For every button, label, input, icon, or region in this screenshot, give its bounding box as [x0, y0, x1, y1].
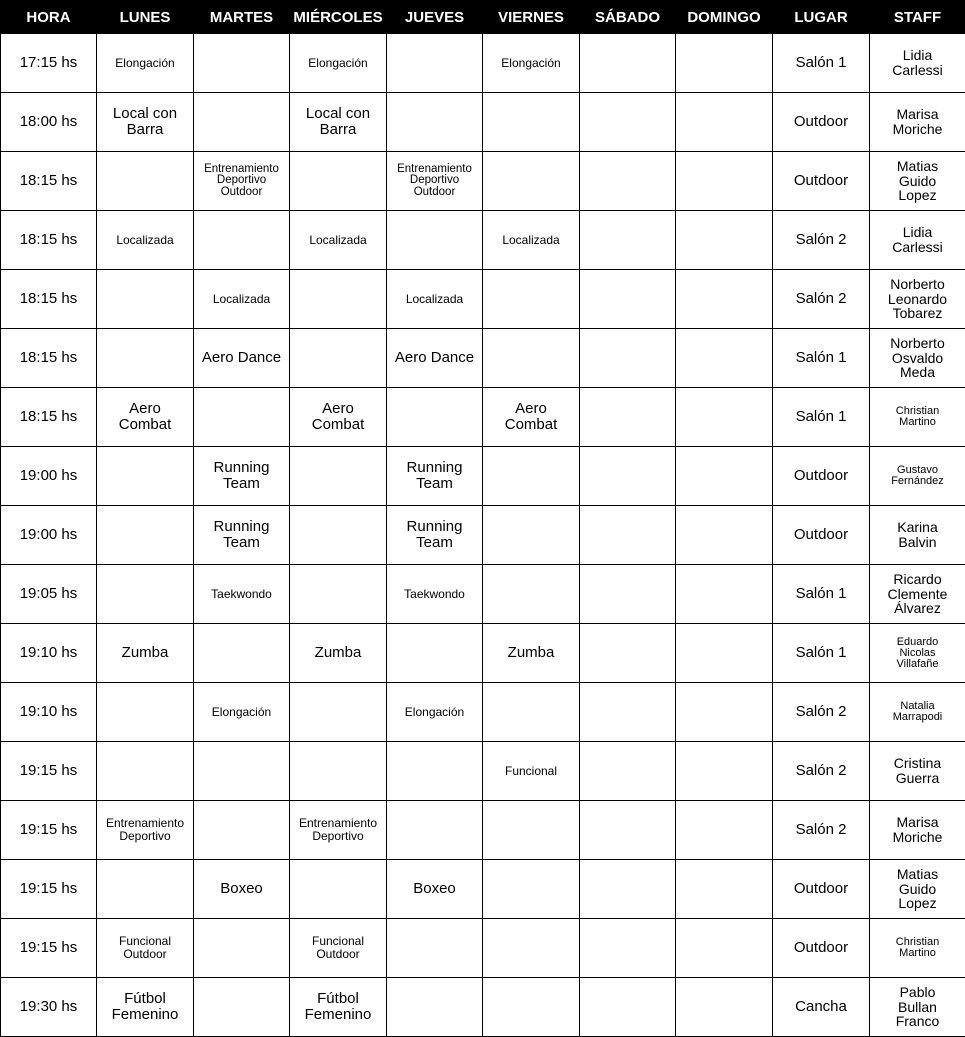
lugar-cell: Salón 1	[773, 329, 870, 388]
table-header	[1, 1, 965, 34]
lugar-cell: Outdoor	[773, 506, 870, 565]
class-cell-jueves: Localizada	[387, 270, 483, 329]
hora-cell: 18:15 hs	[1, 270, 97, 329]
hora-cell: 19:00 hs	[1, 506, 97, 565]
class-cell-sabado	[580, 388, 676, 447]
hora-cell: 19:15 hs	[1, 742, 97, 801]
class-cell-martes: Boxeo	[194, 860, 290, 919]
class-cell-lunes	[97, 270, 194, 329]
class-cell-martes: Taekwondo	[194, 565, 290, 624]
class-cell-domingo	[676, 447, 773, 506]
class-cell-martes	[194, 211, 290, 270]
class-cell-lunes	[97, 860, 194, 919]
header-row	[1, 1, 965, 34]
class-cell-domingo	[676, 801, 773, 860]
class-cell-domingo	[676, 860, 773, 919]
class-cell-martes: Running Team	[194, 506, 290, 565]
class-cell-lunes: Fútbol Femenino	[97, 978, 194, 1037]
class-cell-miercoles: Fútbol Femenino	[290, 978, 387, 1037]
staff-cell: Lidia Carlessi	[870, 211, 965, 270]
class-cell-martes	[194, 34, 290, 93]
class-cell-domingo	[676, 329, 773, 388]
table-row	[1, 860, 965, 919]
class-cell-viernes: Localizada	[483, 211, 580, 270]
lugar-cell: Outdoor	[773, 93, 870, 152]
class-cell-miercoles	[290, 152, 387, 211]
class-cell-domingo	[676, 978, 773, 1037]
class-cell-jueves: Boxeo	[387, 860, 483, 919]
class-cell-jueves	[387, 624, 483, 683]
class-cell-martes: Running Team	[194, 447, 290, 506]
hora-cell: 19:15 hs	[1, 919, 97, 978]
hora-cell: 18:00 hs	[1, 93, 97, 152]
class-cell-sabado	[580, 93, 676, 152]
staff-cell: Gustavo Fernández	[870, 447, 965, 506]
staff-cell: Matias Guido Lopez	[870, 152, 965, 211]
hora-cell: 19:00 hs	[1, 447, 97, 506]
class-cell-miercoles	[290, 270, 387, 329]
lugar-cell: Outdoor	[773, 919, 870, 978]
class-cell-lunes: Localizada	[97, 211, 194, 270]
staff-cell: Natalia Marrapodi	[870, 683, 965, 742]
lugar-cell: Outdoor	[773, 152, 870, 211]
header-lugar: LUGAR	[773, 1, 870, 34]
class-cell-viernes	[483, 93, 580, 152]
hora-cell: 18:15 hs	[1, 211, 97, 270]
class-cell-miercoles	[290, 860, 387, 919]
class-cell-domingo	[676, 270, 773, 329]
class-cell-viernes	[483, 329, 580, 388]
class-cell-miercoles	[290, 329, 387, 388]
lugar-cell: Cancha	[773, 978, 870, 1037]
class-cell-miercoles: Aero Combat	[290, 388, 387, 447]
class-cell-martes	[194, 742, 290, 801]
class-cell-martes: Localizada	[194, 270, 290, 329]
class-cell-viernes: Funcional	[483, 742, 580, 801]
class-cell-martes: Entrenamiento Deportivo Outdoor	[194, 152, 290, 211]
lugar-cell: Salón 2	[773, 801, 870, 860]
hora-cell: 19:15 hs	[1, 860, 97, 919]
class-cell-jueves	[387, 801, 483, 860]
hora-cell: 18:15 hs	[1, 388, 97, 447]
class-cell-martes	[194, 919, 290, 978]
class-cell-sabado	[580, 919, 676, 978]
staff-cell: Norberto Osvaldo Meda	[870, 329, 965, 388]
staff-cell: Christian Martino	[870, 919, 965, 978]
table-row	[1, 447, 965, 506]
table-row	[1, 624, 965, 683]
staff-cell: Matias Guido Lopez	[870, 860, 965, 919]
class-cell-martes: Aero Dance	[194, 329, 290, 388]
class-cell-domingo	[676, 34, 773, 93]
lugar-cell: Salón 2	[773, 742, 870, 801]
hora-cell: 18:15 hs	[1, 152, 97, 211]
class-cell-domingo	[676, 388, 773, 447]
header-miercoles: MIÉRCOLES	[290, 1, 387, 34]
class-cell-jueves	[387, 388, 483, 447]
class-cell-miercoles	[290, 683, 387, 742]
table-row	[1, 329, 965, 388]
lugar-cell: Outdoor	[773, 860, 870, 919]
class-cell-sabado	[580, 152, 676, 211]
class-cell-martes	[194, 978, 290, 1037]
class-cell-sabado	[580, 447, 676, 506]
staff-cell: Lidia Carlessi	[870, 34, 965, 93]
hora-cell: 19:30 hs	[1, 978, 97, 1037]
class-cell-sabado	[580, 565, 676, 624]
class-cell-jueves	[387, 919, 483, 978]
class-cell-lunes	[97, 329, 194, 388]
lugar-cell: Salón 2	[773, 683, 870, 742]
header-jueves: JUEVES	[387, 1, 483, 34]
class-cell-viernes: Zumba	[483, 624, 580, 683]
lugar-cell: Salón 1	[773, 624, 870, 683]
hora-cell: 19:15 hs	[1, 801, 97, 860]
table-row	[1, 565, 965, 624]
class-cell-miercoles	[290, 447, 387, 506]
class-cell-jueves: Aero Dance	[387, 329, 483, 388]
class-cell-sabado	[580, 329, 676, 388]
class-cell-miercoles: Entrenamiento Deportivo	[290, 801, 387, 860]
lugar-cell: Salón 1	[773, 388, 870, 447]
class-cell-viernes	[483, 860, 580, 919]
class-cell-martes	[194, 93, 290, 152]
header-domingo: DOMINGO	[676, 1, 773, 34]
lugar-cell: Outdoor	[773, 447, 870, 506]
table-row	[1, 683, 965, 742]
class-cell-domingo	[676, 93, 773, 152]
staff-cell: Eduardo Nicolas Villafañe	[870, 624, 965, 683]
class-cell-lunes	[97, 565, 194, 624]
header-martes: MARTES	[194, 1, 290, 34]
table-row	[1, 211, 965, 270]
class-cell-jueves: Running Team	[387, 506, 483, 565]
class-cell-jueves	[387, 34, 483, 93]
class-cell-lunes	[97, 152, 194, 211]
class-cell-lunes	[97, 506, 194, 565]
class-cell-lunes: Entrenamiento Deportivo	[97, 801, 194, 860]
class-cell-martes: Elongación	[194, 683, 290, 742]
class-cell-domingo	[676, 565, 773, 624]
staff-cell: Marisa Moriche	[870, 801, 965, 860]
staff-cell: Norberto Leonardo Tobarez	[870, 270, 965, 329]
class-cell-sabado	[580, 34, 676, 93]
class-cell-sabado	[580, 978, 676, 1037]
class-cell-sabado	[580, 801, 676, 860]
lugar-cell: Salón 2	[773, 211, 870, 270]
class-cell-lunes	[97, 447, 194, 506]
class-cell-viernes	[483, 270, 580, 329]
class-cell-domingo	[676, 624, 773, 683]
class-cell-miercoles: Elongación	[290, 34, 387, 93]
class-cell-sabado	[580, 270, 676, 329]
staff-cell: Ricardo Clemente Álvarez	[870, 565, 965, 624]
table-row	[1, 742, 965, 801]
class-cell-sabado	[580, 683, 676, 742]
staff-cell: Marisa Moriche	[870, 93, 965, 152]
hora-cell: 19:10 hs	[1, 683, 97, 742]
table-row	[1, 506, 965, 565]
hora-cell: 19:05 hs	[1, 565, 97, 624]
class-cell-viernes	[483, 801, 580, 860]
class-cell-jueves: Taekwondo	[387, 565, 483, 624]
class-cell-domingo	[676, 506, 773, 565]
class-cell-viernes	[483, 152, 580, 211]
class-cell-jueves: Running Team	[387, 447, 483, 506]
class-cell-viernes	[483, 919, 580, 978]
staff-cell: Cristina Guerra	[870, 742, 965, 801]
table-row	[1, 270, 965, 329]
staff-cell: Karina Balvin	[870, 506, 965, 565]
class-cell-martes	[194, 801, 290, 860]
header-viernes: VIERNES	[483, 1, 580, 34]
class-cell-viernes	[483, 506, 580, 565]
class-cell-martes	[194, 388, 290, 447]
class-cell-jueves	[387, 742, 483, 801]
class-cell-viernes	[483, 447, 580, 506]
class-cell-sabado	[580, 624, 676, 683]
class-cell-viernes	[483, 565, 580, 624]
class-cell-sabado	[580, 860, 676, 919]
class-cell-viernes: Elongación	[483, 34, 580, 93]
class-cell-domingo	[676, 742, 773, 801]
hora-cell: 19:10 hs	[1, 624, 97, 683]
class-cell-domingo	[676, 683, 773, 742]
table-row	[1, 978, 965, 1037]
class-cell-lunes	[97, 683, 194, 742]
header-sabado: SÁBADO	[580, 1, 676, 34]
class-cell-viernes: Aero Combat	[483, 388, 580, 447]
hora-cell: 18:15 hs	[1, 329, 97, 388]
class-cell-lunes	[97, 742, 194, 801]
class-cell-jueves	[387, 93, 483, 152]
table-row	[1, 34, 965, 93]
class-cell-miercoles: Local con Barra	[290, 93, 387, 152]
table-row	[1, 152, 965, 211]
class-cell-miercoles	[290, 742, 387, 801]
class-cell-lunes: Elongación	[97, 34, 194, 93]
class-cell-domingo	[676, 919, 773, 978]
lugar-cell: Salón 1	[773, 565, 870, 624]
class-cell-domingo	[676, 152, 773, 211]
class-cell-domingo	[676, 211, 773, 270]
class-cell-miercoles: Zumba	[290, 624, 387, 683]
lugar-cell: Salón 2	[773, 270, 870, 329]
class-cell-jueves: Entrenamiento Deportivo Outdoor	[387, 152, 483, 211]
class-cell-lunes: Zumba	[97, 624, 194, 683]
header-staff: STAFF	[870, 1, 965, 34]
table-row	[1, 93, 965, 152]
table-row	[1, 801, 965, 860]
class-cell-lunes: Funcional Outdoor	[97, 919, 194, 978]
class-cell-miercoles: Localizada	[290, 211, 387, 270]
class-cell-viernes	[483, 683, 580, 742]
staff-cell: Pablo Bullan Franco	[870, 978, 965, 1037]
table-body	[1, 34, 965, 1037]
class-cell-martes	[194, 624, 290, 683]
lugar-cell: Salón 1	[773, 34, 870, 93]
class-cell-lunes: Aero Combat	[97, 388, 194, 447]
class-cell-lunes: Local con Barra	[97, 93, 194, 152]
class-cell-viernes	[483, 978, 580, 1037]
table-row	[1, 388, 965, 447]
class-cell-sabado	[580, 211, 676, 270]
class-cell-miercoles: Funcional Outdoor	[290, 919, 387, 978]
class-cell-jueves	[387, 978, 483, 1037]
staff-cell: Christian Martino	[870, 388, 965, 447]
class-cell-sabado	[580, 742, 676, 801]
header-hora: HORA	[1, 1, 97, 34]
class-cell-miercoles	[290, 506, 387, 565]
class-cell-sabado	[580, 506, 676, 565]
class-cell-jueves: Elongación	[387, 683, 483, 742]
table-row	[1, 919, 965, 978]
hora-cell: 17:15 hs	[1, 34, 97, 93]
class-cell-jueves	[387, 211, 483, 270]
class-cell-miercoles	[290, 565, 387, 624]
header-lunes: LUNES	[97, 1, 194, 34]
